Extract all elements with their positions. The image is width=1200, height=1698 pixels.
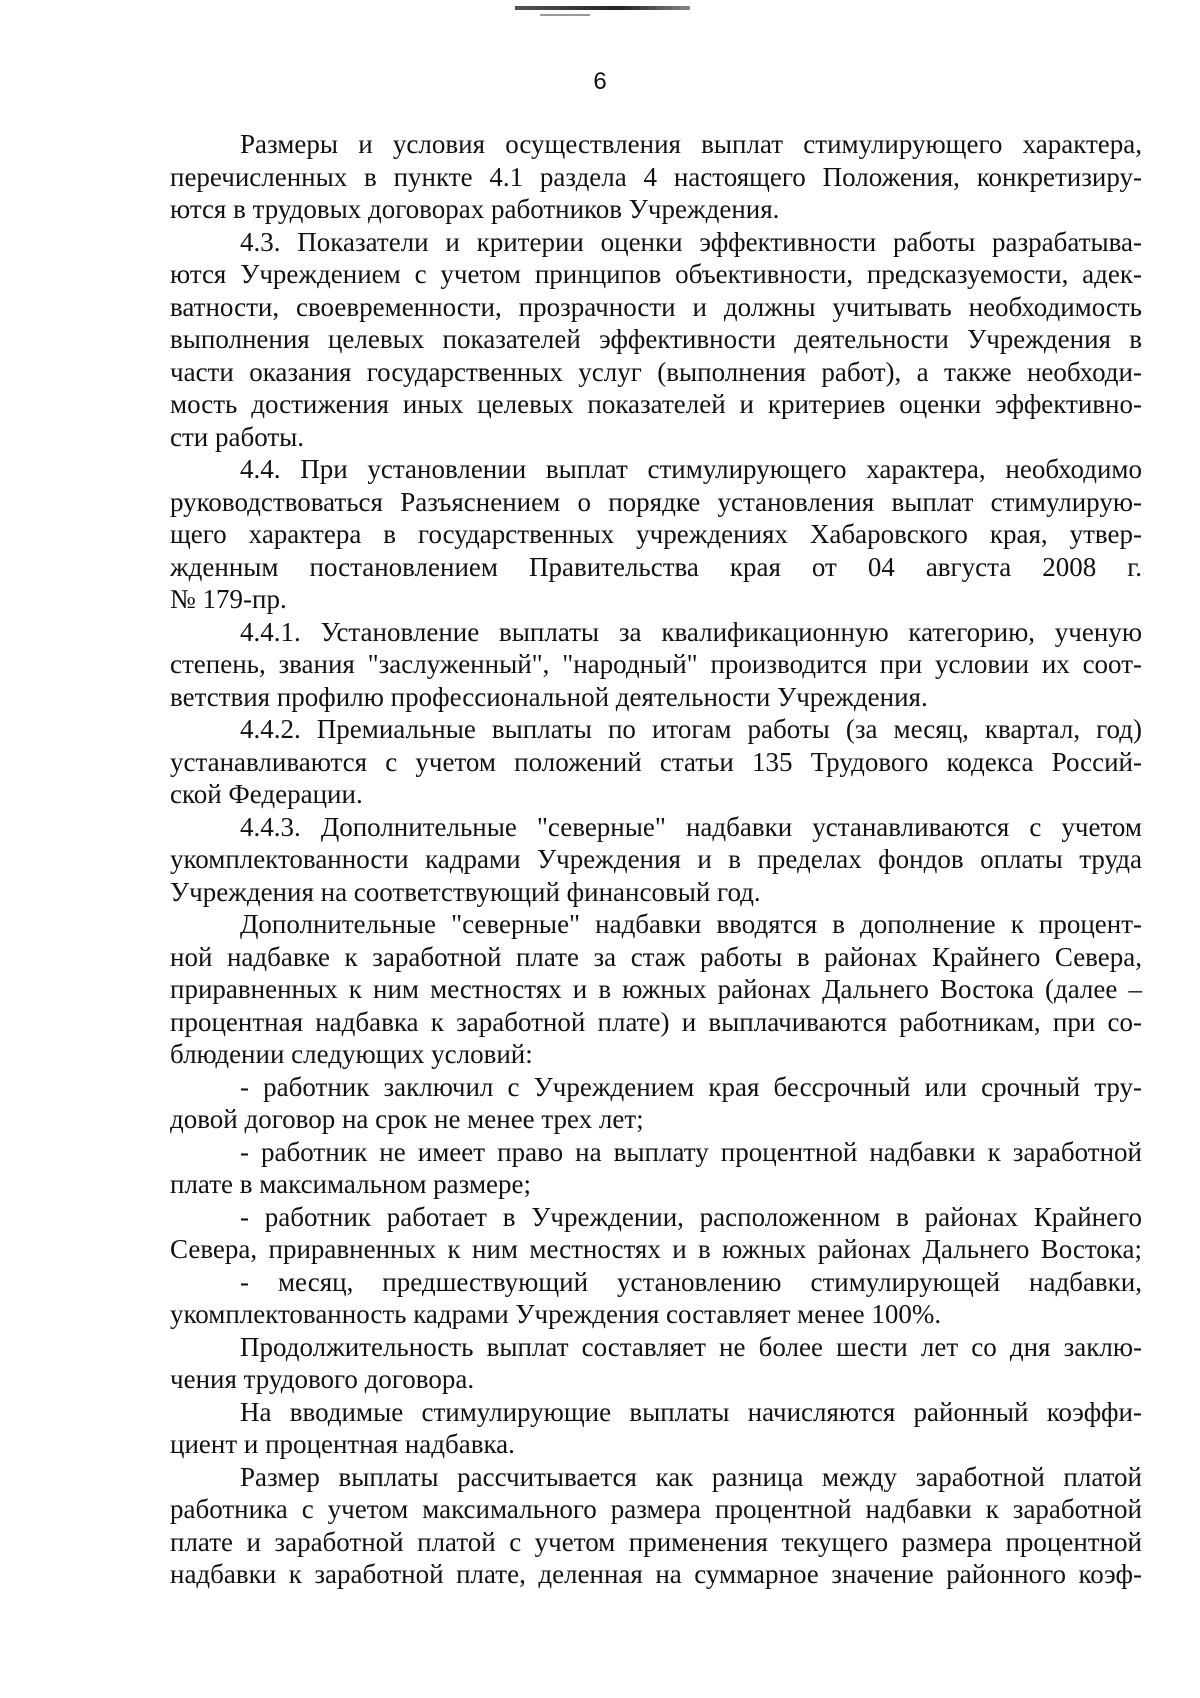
text-line: надбавки к заработной плате, деленная на суммарное значение районного коэф- — [170, 1559, 1142, 1589]
text-line: процентная надбавка к заработной плате) и выплачиваются работникам, при со- — [170, 1006, 1142, 1037]
text-line: 4.4.1. Установление выплаты за квалификационную категорию, ученую — [240, 616, 1142, 647]
text-line: 4.4. При установлении выплат стимулирующего характера, необходимо — [240, 454, 1142, 484]
text-line: циент и процентная надбавка. — [170, 1429, 515, 1459]
text-line: 4.4.3. Дополнительные "северные" надбавки устанавливаются с учетом — [240, 811, 1142, 842]
text-line: - работник не имеет право на выплату процентной надбавки к заработной — [240, 1136, 1142, 1167]
text-line: 4.3. Показатели и критерии оценки эффективности работы разрабатыва- — [240, 226, 1142, 257]
text-line: Размеры и условия осуществления выплат стимулирующего характера, — [240, 129, 1142, 159]
text-line: ются в трудовых договорах работников Учреждения. — [170, 194, 780, 224]
text-line: укомплектованности кадрами Учреждения и в пределах фондов оплаты труда — [170, 844, 1142, 874]
text-line: выполнения целевых показателей эффективности деятельности Учреждения в — [170, 324, 1142, 354]
text-line: ной надбавке к заработной плате за стаж работы в районах Крайнего Севера, — [170, 941, 1142, 972]
document-body — [170, 128, 1142, 1591]
text-line: руководствоваться Разъяснением о порядке установления выплат стимулирую- — [170, 486, 1142, 517]
text-line: Дополнительные "северные" надбавки вводятся в дополнение к процент- — [240, 909, 1142, 939]
text-line: жденным постановлением Правительства края от 04 августа 2008 г. — [170, 551, 1142, 582]
text-line: № 179-пр. — [170, 584, 287, 614]
page-number: 6 — [593, 68, 607, 95]
text-line: На вводимые стимулирующие выплаты начисляются районный коэффи- — [240, 1396, 1142, 1427]
text-line: - работник заключил с Учреждением края бессрочный или срочный тру- — [240, 1071, 1142, 1102]
text-line: плате в максимальном размере; — [170, 1169, 532, 1199]
text-line: - месяц, предшествующий установлению стимулирующей надбавки, — [240, 1266, 1142, 1297]
text-line: перечисленных в пункте 4.1 раздела 4 настоящего Положения, конкретизиру- — [170, 161, 1142, 192]
text-line: плате и заработной платой с учетом применения текущего размера процентной — [170, 1526, 1142, 1557]
text-line: Размер выплаты рассчитывается как разница между заработной платой — [240, 1461, 1142, 1492]
text-line: - работник работает в Учреждении, расположенном в районах Крайнего — [240, 1201, 1142, 1232]
text-line: довой договор на срок не менее трех лет; — [170, 1104, 644, 1134]
text-line: Севера, приравненных к ним местностях и в южных районах Дальнего Востока; — [170, 1234, 1142, 1264]
text-line: ской Федерации. — [170, 779, 363, 809]
scan-artifact — [540, 14, 590, 16]
text-line: мость достижения иных целевых показателей и критериев оценки эффективно- — [170, 389, 1142, 419]
text-line: ватности, своевременности, прозрачности и должны учитывать необходимость — [170, 291, 1142, 322]
text-line: укомплектованность кадрами Учреждения составляет менее 100%. — [170, 1299, 942, 1329]
text-line: щего характера в государственных учреждениях Хабаровского края, утвер- — [170, 519, 1142, 549]
text-line: ветствия профилю профессиональной деятельности Учреждения. — [170, 681, 928, 712]
text-line: блюдении следующих условий: — [170, 1039, 533, 1069]
text-line: приравненных к ним местностях и в южных районах Дальнего Востока (далее – — [170, 974, 1142, 1004]
text-line: работника с учетом максимального размера процентной надбавки к заработной — [170, 1494, 1142, 1524]
text-line: 4.4.2. Премиальные выплаты по итогам работы (за месяц, квартал, год) — [240, 714, 1142, 744]
text-line: ются Учреждением с учетом принципов объективности, предсказуемости, адек- — [170, 259, 1142, 289]
text-line: устанавливаются с учетом положений статьи 135 Трудового кодекса Россий- — [170, 746, 1142, 777]
text-line: степень, звания "заслуженный", "народный" производится при условии их соот- — [170, 649, 1142, 679]
text-line: части оказания государственных услуг (выполнения работ), а также необходи- — [170, 356, 1142, 387]
text-line: сти работы. — [170, 421, 305, 452]
scan-artifact — [515, 6, 690, 10]
text-line: Учреждения на соответствующий финансовый год. — [170, 876, 761, 907]
text-line: Продолжительность выплат составляет не более шести лет со дня заклю- — [240, 1331, 1142, 1362]
text-line: чения трудового договора. — [170, 1364, 475, 1394]
